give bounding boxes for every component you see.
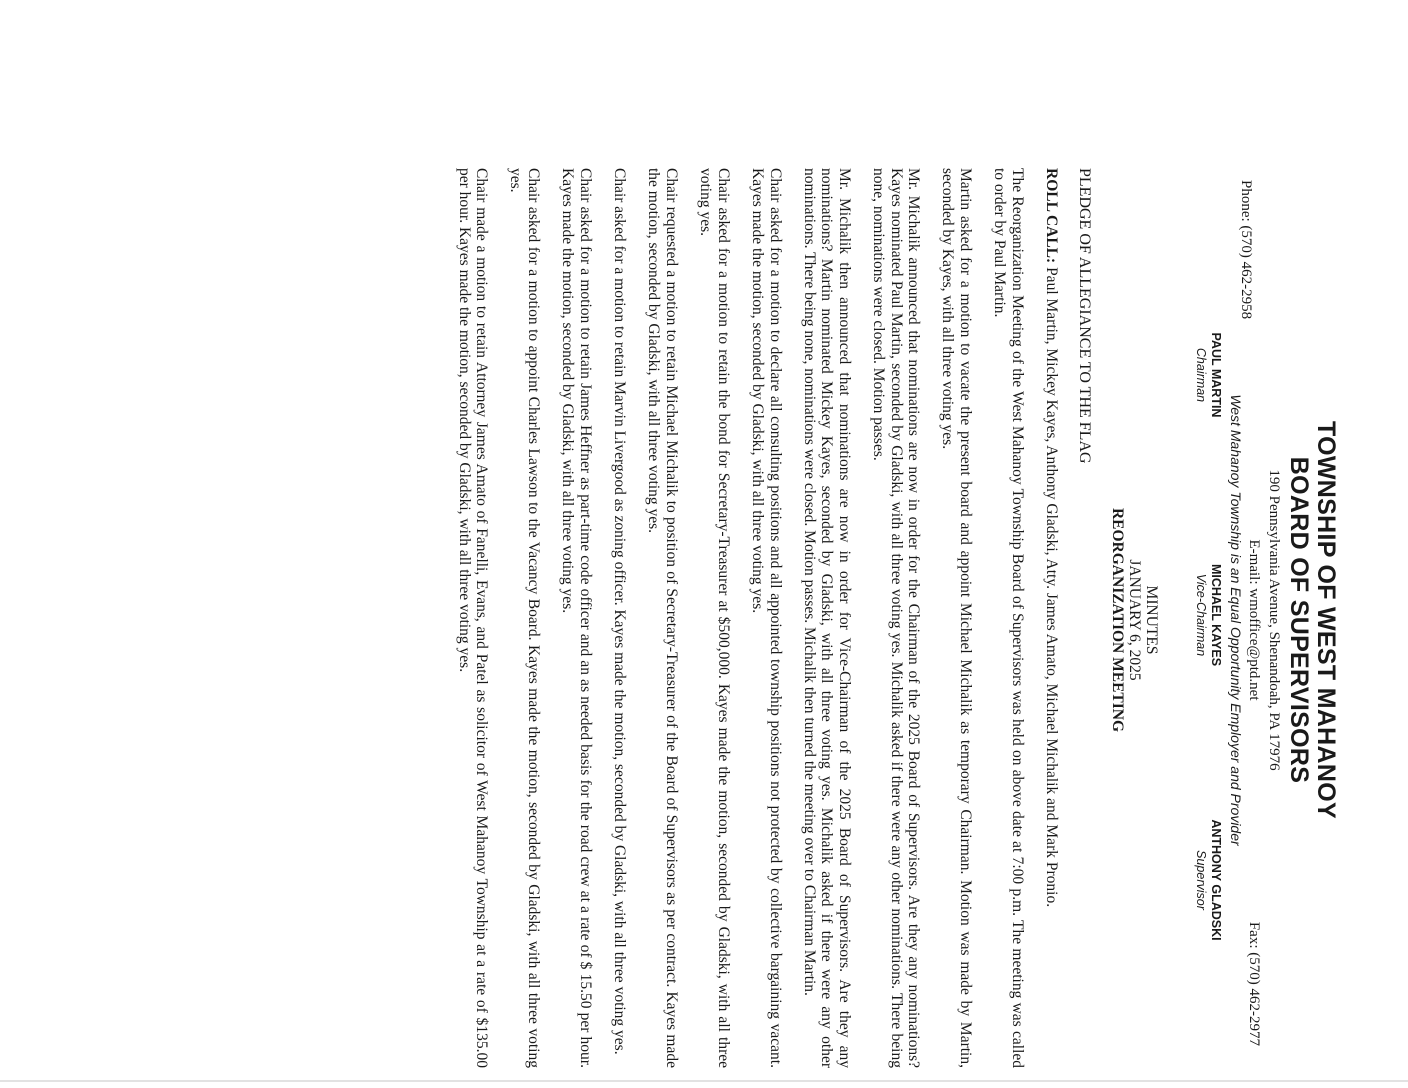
officer-name: PAUL MARTIN [1209, 332, 1223, 418]
paragraph: Chair asked for a motion to appoint Charles Lawson to the Vacancy Board. Kayes made the motion, seconded by Gladski, with all three voting yes. [507, 168, 542, 1068]
equal-opportunity-statement: West Mahanoy Township is an Equal Opportunity Employer and Provider [1228, 394, 1244, 846]
meeting-type: REORGANIZATION MEETING [1109, 507, 1126, 733]
officer-role: Vice-Chairman [1194, 573, 1208, 657]
phone-number: Phone: (570) 462-2958 [1238, 180, 1254, 320]
paragraph: Chair asked for a motion to retain Marvin Livergood as zoning officer. Kayes made the motion, seconded by Gladski, with all three voting yes. [611, 168, 629, 1055]
officer-role: Chairman [1194, 347, 1208, 403]
paragraph: Mr. Michalik then announced that nominations are now in order for Vice-Chairman of the 2025 Board of Supervisors. Are they any nominations? Martin nominated Mickey Kayes, seconded by Gladski, with all three voting yes. Michalik asked if there were any other nominations. There being none, nominations were closed. Motion passes. Michalik then turned the meeting over to Chairman Martin. [800, 168, 853, 1068]
rotated-document [140, 150, 1340, 1088]
officer-vice-chairman [1193, 540, 1223, 690]
paragraph: Mr. Michalik announced that nominations are now in order for the Chairman of the 2025 Board of Supervisors. Are they any nominations? Kayes nominated Paul Martin, seconded by Gladski, with all three voting yes. Michalik asked if there were any other nominations. There being none, nominations were closed. Motion passes. [870, 168, 922, 1068]
minutes-body [438, 168, 1060, 1068]
paragraph: Chair made a motion to retain Attorney James Amato of Fanelli, Evans, and Patel as solicitor of West Mahanoy Township at a rate of $135.00 per hour. Kayes made the motion, seconded by Gladski, with all three voting yes. [455, 168, 491, 1068]
email-address: E-mail: wmoffice@ptd.net [1246, 539, 1262, 701]
paragraph: Chair requested a motion to retain Michael Michalik to position of Secretary-Treasurer of the Board of Supervisors as per contract. Kayes made the motion, seconded by Gladski, with all three voting yes. [645, 168, 680, 1068]
roll-call-text: Paul Martin, Mickey Kayes, Anthony Gladski, Atty. James Amato, Michael Michalik and Mark Pronio. [1043, 263, 1060, 908]
officer-name: MICHAEL KAYES [1209, 563, 1223, 667]
roll-call [1043, 168, 1060, 1068]
minutes-heading: MINUTES [1143, 585, 1160, 655]
paragraph: Martin asked for a motion to vacate the present board and appoint Michael Michalik as temporary Chairman. Motion was made by Martin, seconded by Kayes, with all three voting yes. [939, 168, 974, 1068]
township-title: TOWNSHIP OF WEST MAHANOY [1312, 421, 1340, 819]
board-title: BOARD OF SUPERVISORS [1285, 456, 1313, 784]
roll-call-label: ROLL CALL: [1043, 168, 1060, 264]
officer-name: ANTHONY GLADSKI [1209, 819, 1223, 941]
officer-chairman [1193, 300, 1223, 450]
officer-role: Supervisor [1194, 850, 1208, 910]
officer-supervisor [1193, 800, 1223, 960]
paragraph: The Reorganization Meeting of the West Mahanoy Township Board of Supervisors was held on above date at 7:00 p.m. The meeting was called to order by Paul Martin. [991, 168, 1026, 1068]
meeting-date: JANUARY 6, 2025 [1126, 559, 1143, 681]
paragraph: Chair asked for a motion to retain James Heffner as part-time code officer and an as needed basis for the road crew at a rate of $ 15.50 per hour. Kayes made the motion, seconded by Gladski, with all three voting yes. [559, 168, 594, 1068]
scan-edge-divider [0, 1080, 1408, 1082]
pledge-of-allegiance: PLEDGE OF ALLEGIANCE TO THE FLAG [1076, 168, 1093, 464]
fax-number: Fax: (570) 462-2977 [1246, 921, 1262, 1046]
address: 190 Pennsylvania Avenue, Shenandoah, PA 17976 [1266, 469, 1282, 771]
paragraph: Chair asked for a motion to retain the bond for Secretary-Treasurer at $500,000. Kayes made the motion, seconded by Gladski, with all three voting yes. [697, 168, 732, 1068]
paragraph: Chair asked for a motion to declare all consulting positions and all appointed township positions not protected by collective bargaining vacant. Kayes made the motion, seconded by Gladski, with all three voting yes. [749, 168, 784, 1068]
